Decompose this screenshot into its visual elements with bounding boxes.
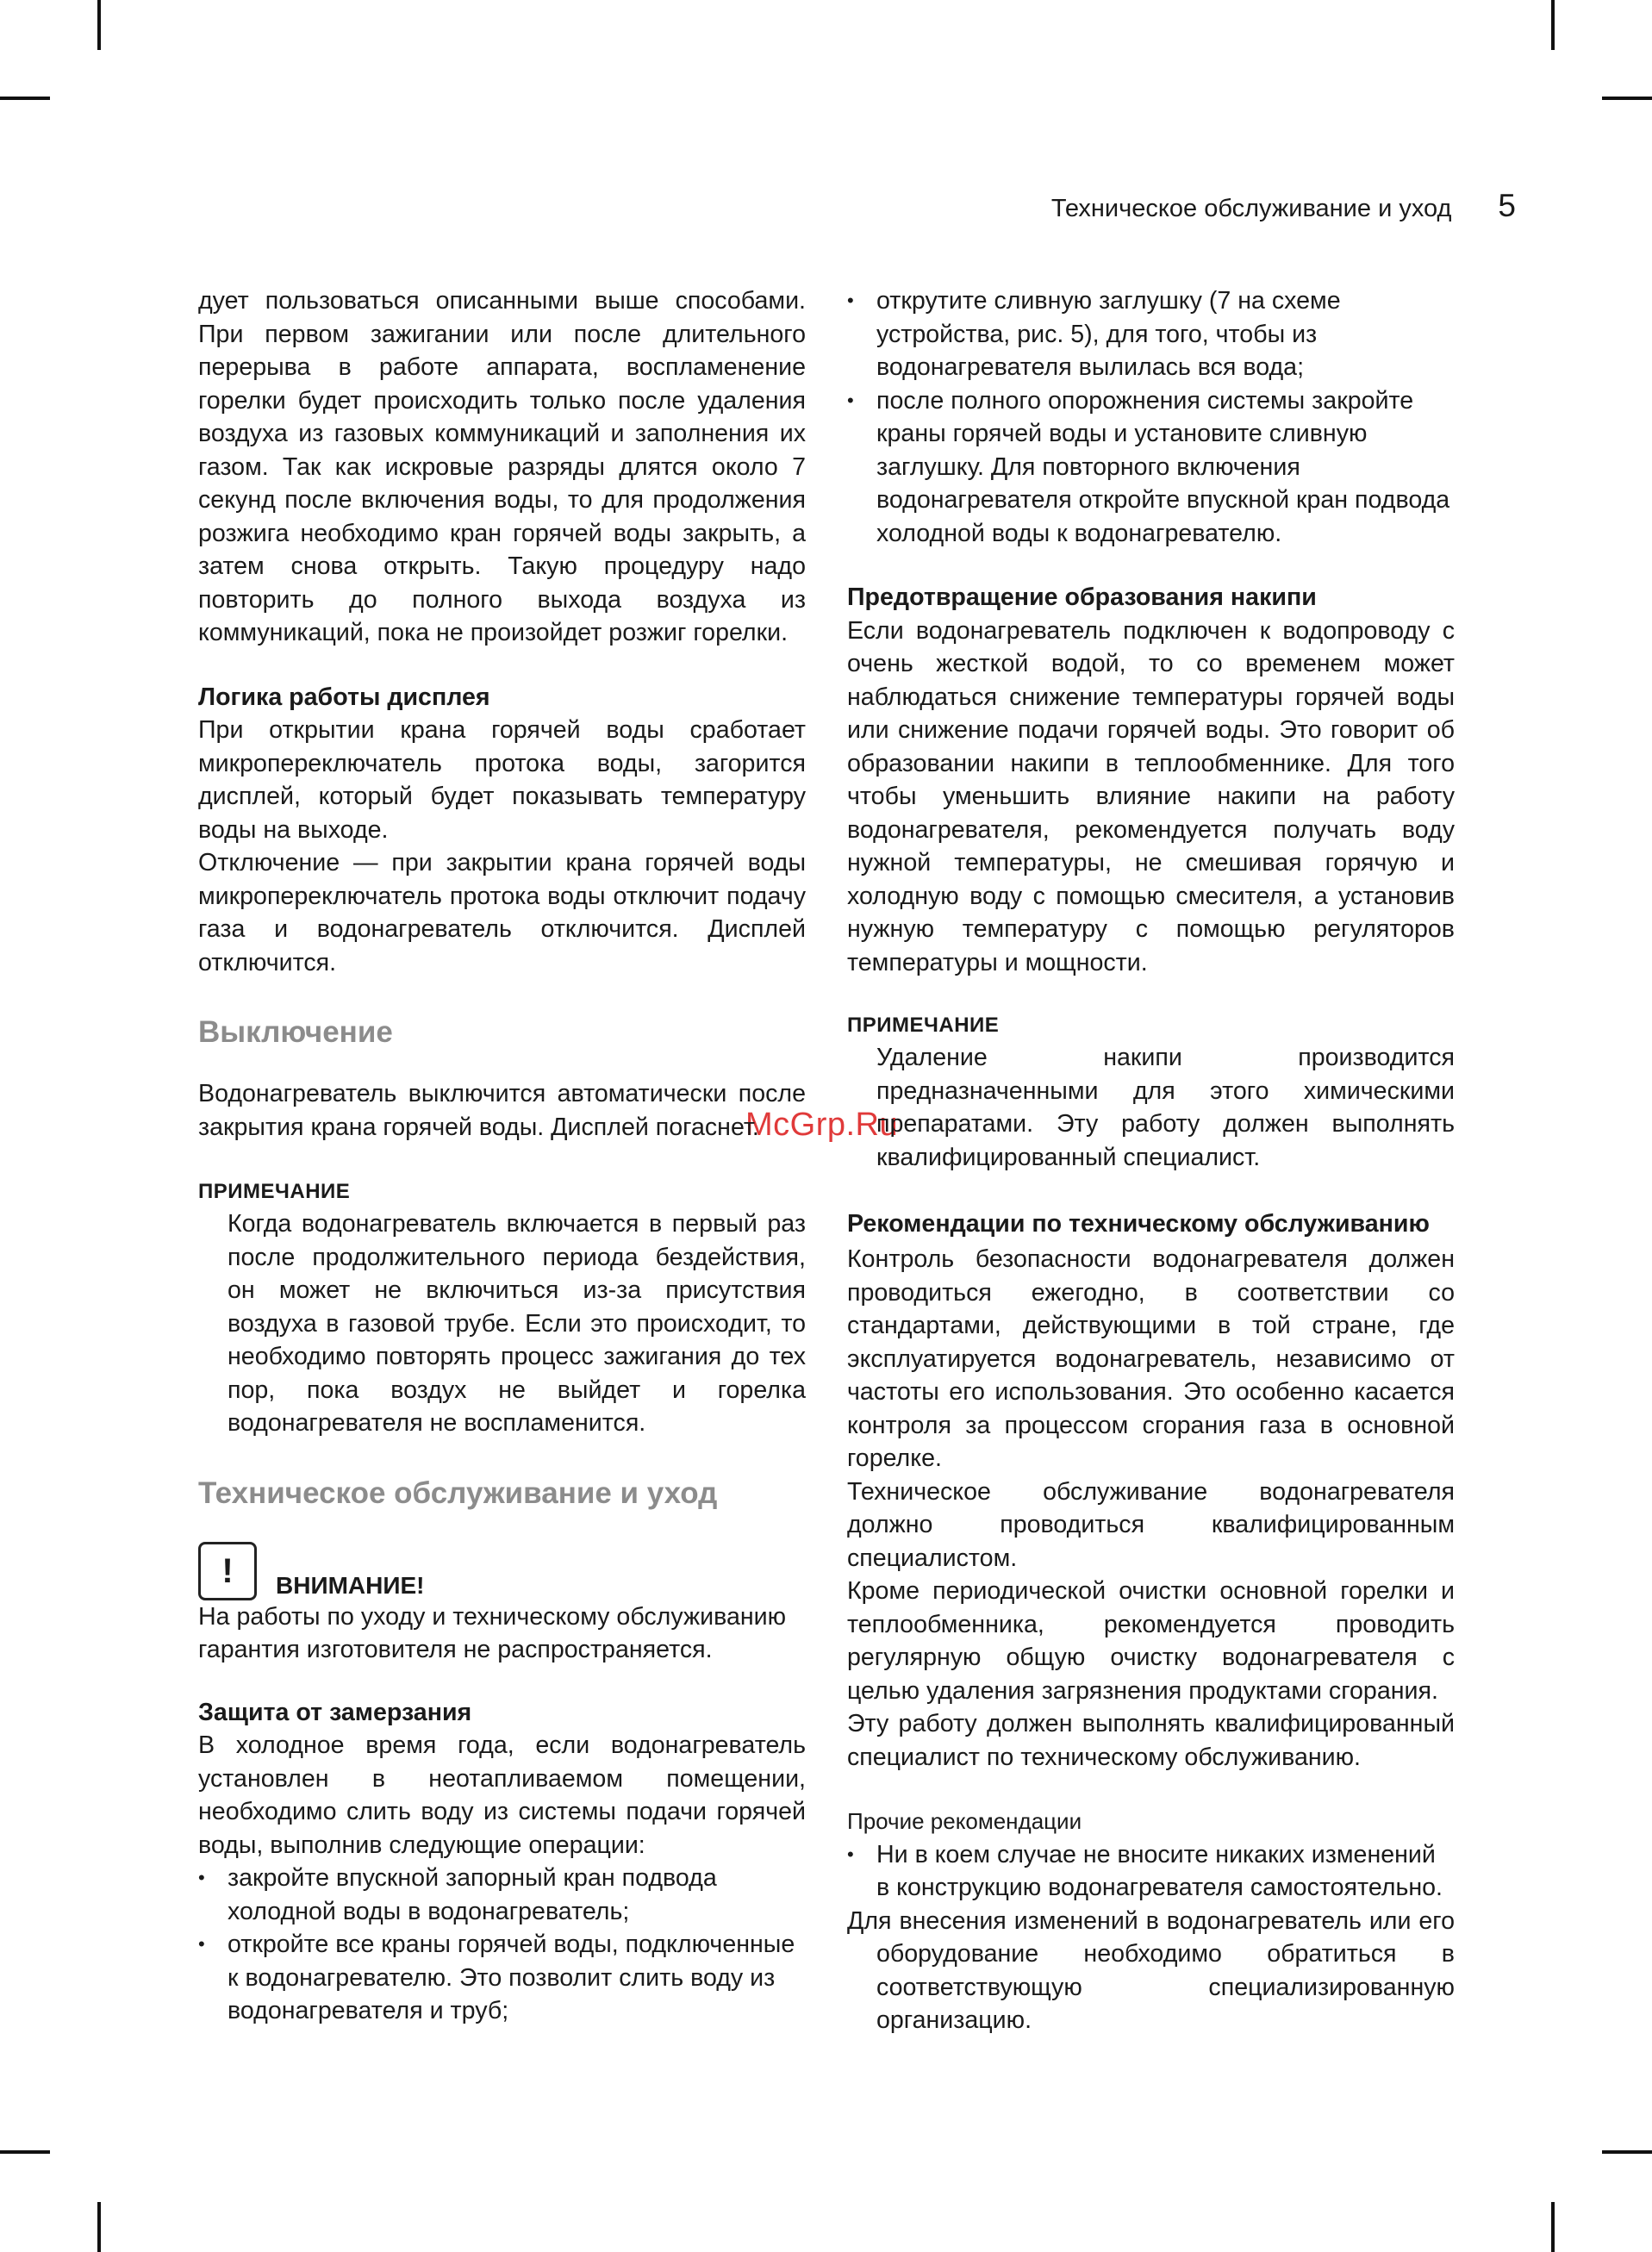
recommendations-text-2: Техническое обслуживание водонагревателя должно проводиться квалифицированным специалистом. [847,1477,1455,1572]
list-item: • закройте впускной запорный кран подвода холодной воды в водонагреватель; [198,1862,806,1928]
shutdown-text: Водонагреватель выключится автоматически после закрытия крана горячей воды. Дисплей погаснет. [198,1080,806,1141]
warning-text: На работы по уходу и техническому обслуживанию гарантия изготовителя не распространяется. [198,1602,787,1663]
recommendations-text-1: Контроль безопасности водонагревателя должен проводиться ежегодно, в соответствии со стандартами, действующими в той стране, где эксплуатируется водонагреватель, независимо от частоты его использования. Это особенно касается контроля за процессом сгорания газа в основной горелке. [847,1245,1455,1472]
note-text: Удаление накипи производится предназначенными для этого химическими препаратами. Эту работу должен выполнять квалифицированный специалист. [876,1044,1455,1171]
watermark: McGrp.Ru [745,1107,899,1143]
list-item: • открутите сливную заглушку (7 на схеме устройства, рис. 5), для того, чтобы из водонагревателя вылилась вся вода; [847,284,1455,384]
crop-mark [97,0,101,50]
page-number: 5 [1498,188,1516,223]
freeze-text: В холодное время года, если водонагреватель установлен в неотапливаемом помещении, необходимо слить воду из системы подачи горячей воды, выполнив следующие операции: [198,1731,806,1859]
freeze-list [198,1862,806,2028]
maintenance-heading: Техническое обслуживание и уход [198,1475,718,1510]
crop-mark [1602,97,1652,100]
crop-mark [1602,2150,1652,2154]
shutdown-heading: Выключение [198,1015,393,1049]
list-item: • откройте все краны горячей воды, подключенные к водонагревателю. Это позволит слить воду из водонагревателя и труб; [198,1928,806,2028]
other-recommendations-heading: Прочие рекомендации [847,1808,1082,1834]
warning-block [198,1542,806,1600]
note-label: ПРИМЕЧАНИЕ [847,1014,1000,1037]
recommendations-text-3: Кроме периодической очистки основной горелки и теплообменника, рекомендуется проводить регулярную общую очистку водонагревателя с целью удаления загрязнения продуктами сгорания. [847,1577,1455,1705]
crop-mark [97,2202,101,2252]
warning-title: ВНИМАНИЕ! [276,1571,425,1599]
display-logic-text-2: Отключение — при закрытии крана горячей воды микропереключатель протока воды отключит подачу газа и водонагреватель отключится. Дисплей отключится. [198,849,806,976]
list-item: • после полного опорожнения системы закройте краны горячей воды и установите сливную заглушку. Для повторного включения водонагревателя откройте впускной кран подвода холодной воды к водонагревателю. [847,384,1455,551]
running-header [1051,188,1516,224]
other-recommendations-text: Для внесения изменений в водонагреватель или его оборудование необходимо обратиться в соответствующую специализированную организацию. [847,1906,1455,2034]
crop-mark [1551,2202,1555,2252]
display-logic-heading: Логика работы дисплея [198,683,490,711]
recommendations-text-4: Эту работу должен выполнять квалифицированный специалист по техническому обслуживанию. [847,1710,1455,1771]
display-logic-text-1: При открытии крана горячей воды сработает микропереключатель протока воды, загорится дисплей, который будет показывать температуру воды на выходе. [198,716,806,844]
crop-mark [1551,0,1555,50]
left-column [198,284,806,2028]
crop-mark [0,2150,50,2154]
scale-text: Если водонагреватель подключен к водопроводу с очень жесткой водой, то со временем может наблюдаться снижение температуры горячей воды или снижение подачи горячей воды. Это говорит об образовании накипи в теплообменнике. Для того чтобы уменьшить влияние накипи на работу водонагревателя, рекомендуется получать воду нужной температуры, не смешивая горячую и холодную воду с помощью смесителя, а установив нужную температуру с помощью регуляторов температуры и мощности. [847,616,1455,976]
header-title: Техническое обслуживание и уход [1050,195,1452,222]
warning-icon: ! [198,1542,257,1600]
list-item: • Ни в коем случае не вносите никаких изменений в конструкцию водонагревателя самостоятельно. [847,1838,1455,1905]
freeze-heading: Защита от замерзания [198,1698,472,1726]
note-label: ПРИМЕЧАНИЕ [198,1180,351,1203]
other-recommendations-list [847,1838,1455,1905]
freeze-list-continued [847,284,1455,550]
crop-mark [0,97,50,100]
intro-paragraph: дует пользоваться описанными выше способами. При первом зажигании или после длительного перерыва в работе аппарата, воспламенение горелки будет происходить только после удаления воздуха из газовых коммуникаций и заполнения их газом. Так как искровые разряды длятся около 7 секунд после включения воды, то для продолжения розжига необходимо кран горячей воды закрыть, а затем снова открыть. Такую процедуру надо повторить до полного выхода воздуха из коммуникаций, пока не произойдет розжиг горелки. [198,287,806,646]
right-column [847,284,1455,2037]
scale-heading: Предотвращение образования накипи [847,583,1317,611]
note-text: Когда водонагреватель включается в первый раз после продолжительного периода бездействия, он может не включиться из-за присутствия воздуха в газовой трубе. Если это происходит, то необходимо повторять процесс зажигания до тех пор, пока воздух не выйдет и горелка водонагревателя не воспламенится. [228,1210,806,1437]
recommendations-heading: Рекомендации по техническому обслуживанию [847,1210,1430,1238]
